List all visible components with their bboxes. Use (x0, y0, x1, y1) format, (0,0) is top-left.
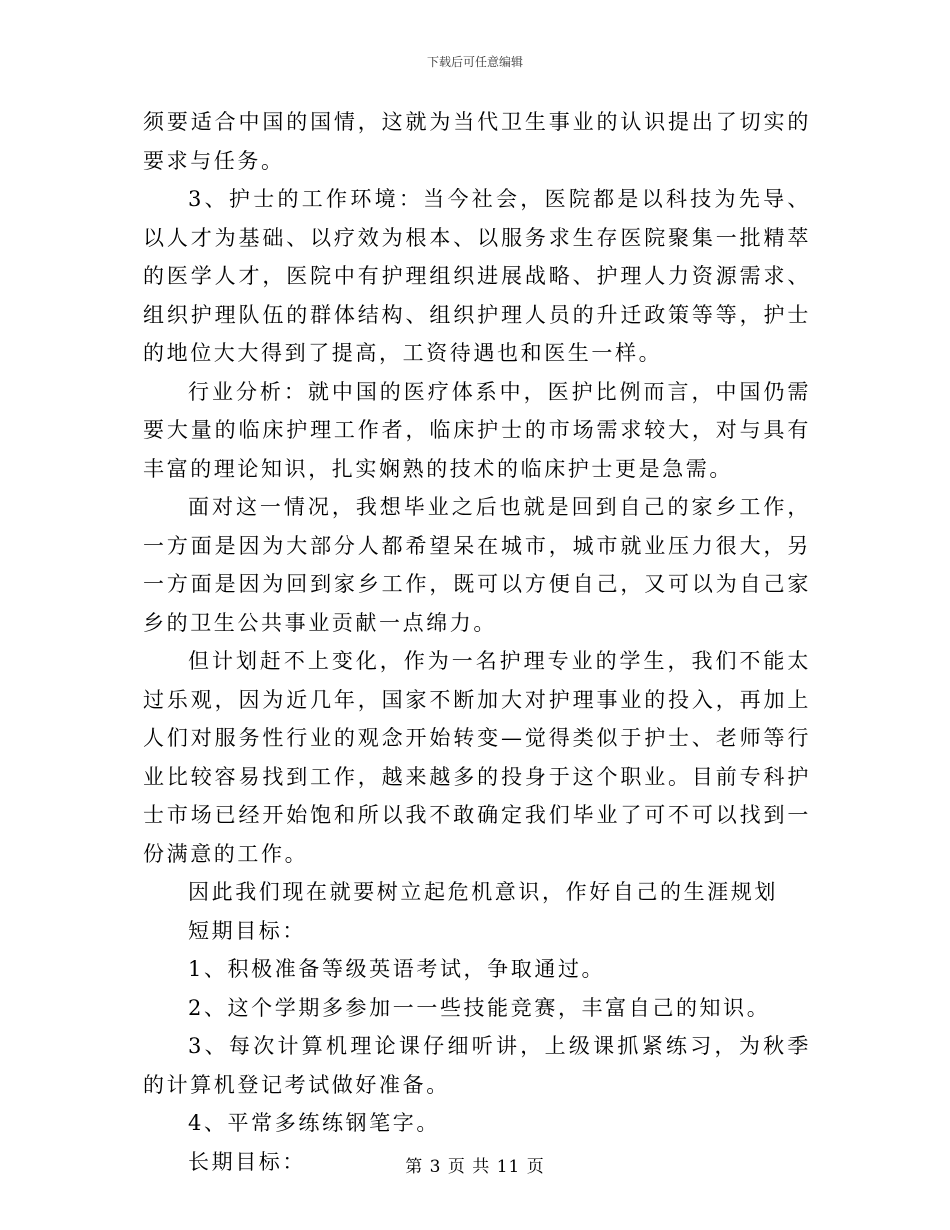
section-heading-long-term: 长期目标： (188, 1149, 306, 1174)
paragraph: 面对这一情况，我想毕业之后也就是回到自己的家乡工作，一方面是因为大部分人都希望呆在城市，城市就业压力很大，另一方面是因为回到家乡工作，既可以方便自己，又可以为自己家乡的卫生公共事业贡献一点绵力。 (143, 495, 811, 635)
list-item: 4、平常多练练钢笔字。 (188, 1111, 440, 1135)
paragraph: 须要适合中国的国情，这就为当代卫生事业的认识提出了切实的要求与任务。 (143, 110, 811, 173)
page-header-note: 下载后可任意编辑 (426, 55, 523, 69)
list-item: 1、积极准备等级英语考试，争取通过。 (188, 957, 606, 981)
document-body (143, 103, 811, 1181)
paragraph: 3、护士的工作环境：当今社会，医院都是以科技为先导、以人才为基础、以疗效为根本、以服务求生存医院聚集一批精萃的医学人才，医院中有护理组织进展战略、护理人力资源需求、组织护理队伍的群体结构、组织护理人员的升迁政策等等，护士的地位大大得到了提高，工资待遇也和医生一样。 (143, 187, 811, 365)
list-item: 3、每次计算机理论课仔细听讲，上级课抓紧练习，为秋季的计算机登记考试做好准备。 (143, 1034, 811, 1097)
page-number-footer: 第 3 页 共 11 页 (405, 1157, 545, 1177)
list-item: 2、这个学期多参加一一些技能竞赛，丰富自己的知识。 (188, 995, 771, 1020)
paragraph: 行业分析：就中国的医疗体系中，医护比例而言，中国仍需要大量的临床护理工作者，临床护士的市场需求较大，对与具有丰富的理论知识，扎实娴熟的技术的临床护士更是急需。 (143, 379, 811, 481)
paragraph: 因此我们现在就要树立起危机意识，作好自己的生涯规划 (188, 880, 778, 904)
paragraph: 但计划赶不上变化，作为一名护理专业的学生，我们不能太过乐观，因为近几年，国家不断加大对护理事业的投入，再加上人们对服务性行业的观念开始转变—觉得类似于护士、老师等行业比较容易找到工作，越来越多的投身于这个职业。目前专科护士市场已经开始饱和所以我不敢确定我们毕业了可不可以找到一份满意的工作。 (143, 649, 811, 866)
section-heading-short-term: 短期目标： (188, 918, 306, 943)
